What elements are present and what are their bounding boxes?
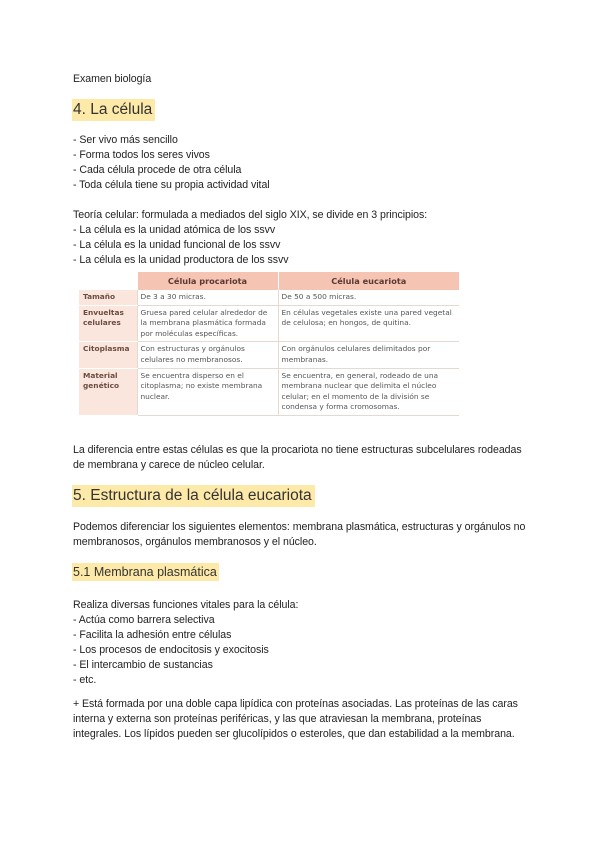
difference-paragraph: La diferencia entre estas células es que la procariota no tiene estructuras subcelulares rodeadas de membrana y carece de núcleo celular.: [73, 444, 522, 471]
cell-theory-block: [73, 208, 427, 268]
section-heading-5: 5. Estructura de la célula eucariota: [72, 485, 315, 507]
section-heading-4: 4. La célula: [72, 99, 155, 121]
table-cell: Se encuentra disperso en el citoplasma; no existe membrana nuclear.: [137, 368, 278, 415]
table-row: [79, 368, 459, 415]
list-item: - El intercambio de sustancias: [73, 659, 213, 671]
table-row: [79, 342, 459, 368]
table-cell: Gruesa pared celular alrededor de la membrana plasmática formada por moléculas específicas.: [137, 305, 278, 342]
table-cell: De 50 a 500 micras.: [278, 290, 459, 305]
list-item: - Los procesos de endocitosis y exocitosis: [73, 644, 269, 656]
table-cell: Con estructuras y orgánulos celulares no membranosos.: [137, 342, 278, 368]
table-corner: [79, 272, 137, 290]
cell-theory-intro: Teoría celular: formulada a mediados del siglo XIX, se divide en 3 principios:: [73, 209, 428, 221]
table-cell: En células vegetales existe una pared vegetal de celulosa; en hongos, de quitina.: [278, 305, 459, 342]
cell-comparison-table: [79, 272, 459, 416]
list-item: - Facilita la adhesión entre células: [73, 629, 232, 641]
list-item: - La célula es la unidad atómica de los ssvv: [73, 224, 276, 236]
list-item: - Actúa como barrera selectiva: [73, 614, 215, 626]
membrane-structure-paragraph: + Está formada por una doble capa lipídica con proteínas asociadas. Las proteínas de las caras interna y externa son proteínas periféricas, y las que atraviesan la membrana, proteínas integrales. Los lípidos pueden ser glucolípidos o esteroles, que dan estabilidad a la membrana.: [73, 698, 518, 740]
table-header-row: [79, 272, 459, 290]
table-row: [79, 290, 459, 305]
subsection-heading-5-1: 5.1 Membrana plasmática: [73, 565, 217, 579]
cell-bullet-list: [73, 133, 270, 193]
row-header: Tamaño: [79, 290, 137, 305]
membrane-functions-block: [73, 598, 298, 688]
document-title: Examen biología: [73, 73, 152, 85]
table-row: [79, 305, 459, 342]
row-header: Material genético: [79, 368, 137, 415]
table-cell: De 3 a 30 micras.: [137, 290, 278, 305]
table-cell: Se encuentra, en general, rodeado de una membrana nuclear que delimita el núcleo celular; en el momento de la división se condensa y forma cromosomas.: [278, 368, 459, 415]
table-cell: Con orgánulos celulares delimitados por membranas.: [278, 342, 459, 368]
list-item: - Cada célula procede de otra célula: [73, 164, 242, 176]
list-item: - La célula es la unidad productora de los ssvv: [73, 254, 289, 266]
list-item: - La célula es la unidad funcional de los ssvv: [73, 239, 281, 251]
list-item: - Toda célula tiene su propia actividad vital: [73, 179, 270, 191]
row-header: Citoplasma: [79, 342, 137, 368]
column-header: Célula eucariota: [278, 272, 459, 290]
row-header: Envueltas celulares: [79, 305, 137, 342]
column-header: Célula procariota: [137, 272, 278, 290]
list-item: - etc.: [73, 674, 97, 686]
list-item: - Ser vivo más sencillo: [73, 134, 178, 146]
eukaryote-intro-paragraph: Podemos diferenciar los siguientes elementos: membrana plasmática, estructuras y orgánulos no membranosos, orgánulos membranosos y el núcleo.: [73, 521, 526, 548]
functions-intro: Realiza diversas funciones vitales para la célula:: [73, 599, 299, 611]
list-item: - Forma todos los seres vivos: [73, 149, 210, 161]
